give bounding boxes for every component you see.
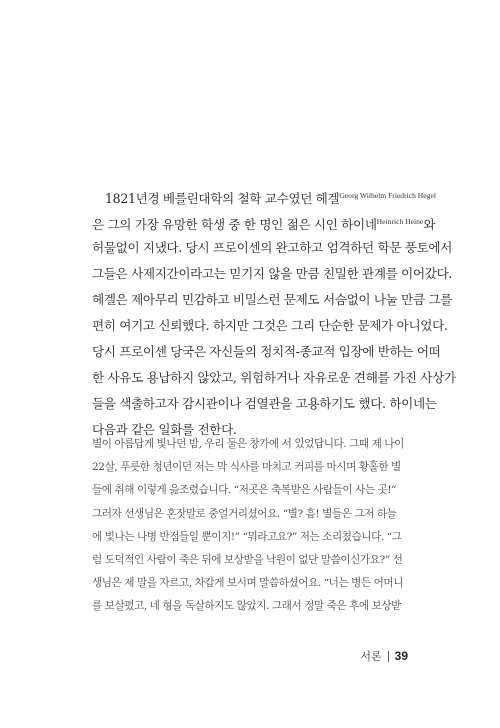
quote-line: 생님은 제 말을 자르고, 차갑게 보시며 말씀하셨어요. “너는 병든 어머니 bbox=[92, 577, 403, 590]
quote-line: 를 보살폈고, 네 형을 독살하지도 않았지. 그래서 정말 죽은 후에 보상받 bbox=[92, 600, 401, 613]
quote-line: 별이 아름답게 빛나던 밤, 우리 둘은 창가에 서 있었답니다. 그때 제 나이 bbox=[92, 438, 404, 450]
main-line bbox=[92, 209, 436, 235]
main-line bbox=[92, 183, 436, 209]
footer-divider bbox=[388, 651, 389, 662]
main-line: 한 사유도 용납하지 않았고, 위험하거나 자유로운 견해를 가진 사상가 bbox=[92, 370, 456, 385]
section-label: 서론 bbox=[360, 650, 382, 663]
main-line-text: 은 그의 가장 유망한 학생 중 한 명인 젊은 시인 하이네 bbox=[92, 217, 377, 232]
main-paragraph bbox=[92, 183, 456, 443]
main-line-text: 1821년경 베를린대학의 철학 교수였던 헤겔 bbox=[105, 191, 340, 206]
main-line-text: 와 bbox=[423, 217, 436, 232]
main-line: 헤겔은 제아무리 민감하고 비밀스런 문제도 서슴없이 나눌 만큼 그를 bbox=[92, 292, 453, 307]
footnote-name-hegel: Georg Wilhelm Friedrich Hegel bbox=[339, 191, 436, 200]
main-line: 들을 색출하고자 감시관이나 검열관을 고용하기도 했다. 하이네는 bbox=[92, 396, 437, 411]
main-line: 허물없이 지냈다. 당시 프로이센의 완고하고 엄격하던 학문 풍토에서 bbox=[92, 240, 453, 255]
footnote-name-heine: Heinrich Heine bbox=[376, 217, 424, 226]
main-line: 다음과 같은 일화를 전한다. bbox=[92, 422, 237, 437]
page-footer bbox=[360, 648, 408, 664]
quote-line: 에 빛나는 나병 반점들일 뿐이지!” “뭐라고요?” 저는 소리쳤습니다. “그 bbox=[92, 530, 402, 543]
quote-line: 그러자 선생님은 혼잣말로 중얼거리셨어요. “별? 흠! 별들은 그저 하늘 bbox=[92, 507, 397, 520]
quote-block bbox=[92, 433, 422, 619]
main-line: 당시 프로이센 당국은 자신들의 정치적-종교적 입장에 반하는 어떠 bbox=[92, 344, 441, 359]
main-line: 편히 여기고 신뢰했다. 하지만 그것은 그리 단순한 문제가 아니었다. bbox=[92, 318, 448, 333]
quote-line: 럼 도덕적인 사람이 죽은 뒤에 보상받을 낙원이 없단 말씀이신가요?” 선 bbox=[92, 553, 403, 566]
quote-line: 22살, 푸릇한 청년이던 저는 막 식사를 마치고 커피를 마시며 황홀한 별 bbox=[92, 461, 401, 474]
quote-line: 들에 취해 이렇게 읊조렸습니다. “저곳은 축복받은 사람들이 사는 곳!” bbox=[92, 484, 397, 497]
main-line: 그들은 사제지간이라고는 믿기지 않을 만큼 친밀한 관계를 이어갔다. bbox=[92, 266, 453, 281]
page-number: 39 bbox=[394, 649, 408, 663]
